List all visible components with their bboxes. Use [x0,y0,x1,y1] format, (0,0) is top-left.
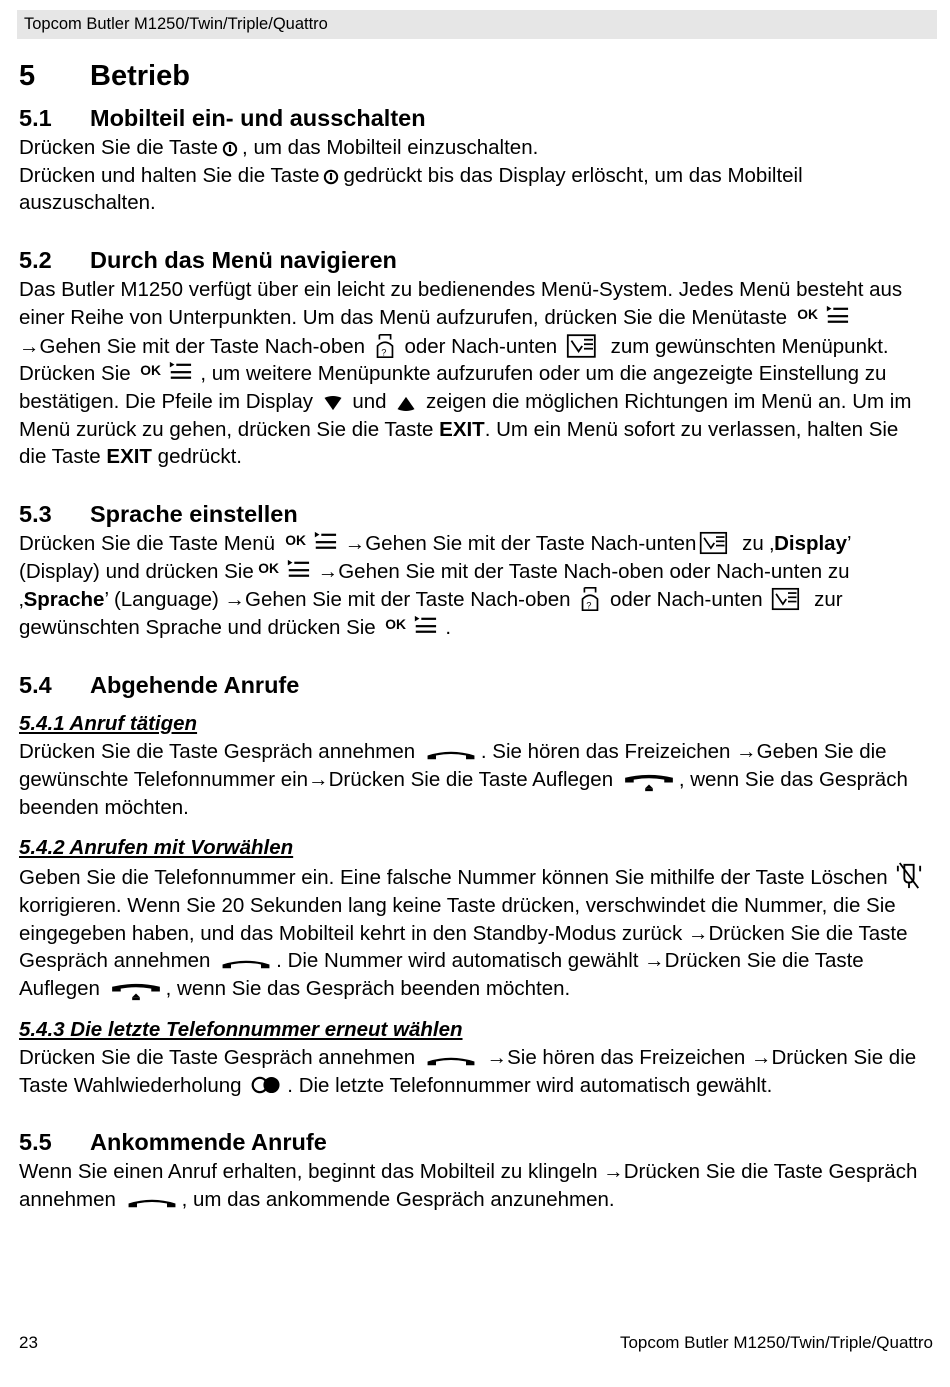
section-title: Ankommende Anrufe [90,1129,327,1156]
sprache-menu-label: Sprache [23,588,105,612]
down-key-icon [566,333,602,359]
ok-menu-key-icon [384,614,442,638]
talk-key-icon [424,747,478,762]
subsection-5-4-2-heading: 5.4.2 Anrufen mit Vorwählen [19,836,294,860]
text-span: gedrückt. [157,445,242,469]
ok-menu-key-icon [257,558,315,582]
ok-menu-key-icon [139,360,197,384]
chapter-number: 5 [19,60,36,92]
text-span: zur gewünschten Sprache und drücken Sie [19,588,843,640]
ok-menu-key-icon [796,304,854,328]
text-span: zu ‚ [742,532,775,556]
subsection-5-4-1-heading: 5.4.1 Anruf tätigen [19,711,198,735]
section-5-5-text [19,1158,931,1213]
section-number: 5.1 [19,105,52,131]
text-span: Drücken Sie die Taste Menü [19,532,276,556]
exit-key-label: EXIT [439,417,485,441]
text-span: Drücken und halten Sie die Taste [19,163,320,187]
display-menu-label: Display [774,532,847,556]
talk-key-icon [424,1053,478,1068]
section-5-5-heading [19,1125,931,1158]
text-span: Drücken Sie die Taste [19,136,219,159]
subsection-5-4-3-heading: 5.4.3 Die letzte Telefonnummer erneut wählen [19,1018,463,1042]
header-title: Topcom Butler M1250/Twin/Triple/Quattro [24,15,328,33]
down-key-icon [699,530,733,556]
section-number: 5.5 [19,1129,52,1156]
text-span: →Sie hören das Freizeichen →Drücken Sie die Taste Wahlwiederholung [19,1046,917,1097]
power-key-icon [322,168,340,186]
footer-title: Topcom Butler M1250/Twin/Triple/Quattro [619,1333,933,1352]
subsection-5-4-2-text [19,862,931,1003]
running-header [17,10,937,39]
chapter-title: Betrieb [90,60,190,92]
text-span: , um das ankommende Gespräch anzunehmen. [181,1188,615,1212]
section-5-2-heading [19,243,931,276]
power-key-icon [221,140,239,158]
subsection-5-4-1-text [19,738,931,821]
text-span: , um weitere Menüpunkte aufzurufen oder um die angezeigte Einstellung zu bestätigen. Die Pfeile im Display [19,362,887,413]
subsection-5-4-3-text [19,1044,931,1099]
text-span: →Gehen Sie mit der Taste Nach-oben oder Nach-unten zu ‚ [19,559,850,612]
text-span: gedrückt bis das Display erlöscht, um das Mobilteil auszuschalten. [19,163,803,215]
delete-key-icon [896,862,922,890]
text-span: Das Butler M1250 verfügt über ein leicht zu bedienendes Menü-System. Jedes Menü besteht aus einer Reihe von Unterpunkten. Um das Menü aufzurufen, drücken Sie die Menütaste [19,278,903,329]
section-5-4-heading [19,668,931,701]
chapter-heading [19,54,931,101]
section-5-2-text [19,276,931,471]
page-number: 23 [19,1333,38,1352]
section-number: 5.4 [19,671,52,698]
hangup-key-icon [109,982,163,1003]
text-span: Geben Sie die Telefonnummer ein. Eine falsche Nummer können Sie mithilfe der Taste Löschen [19,866,888,890]
text-span: oder Nach-unten [609,588,763,612]
text-span: . Sie hören das Freizeichen →Geben Sie die gewünschte Telefonnummer ein→Drücken Sie die Taste Auflegen [19,739,887,791]
text-span: und [352,389,387,413]
up-key-icon [374,332,396,360]
text-span: Drücken Sie die Taste Gespräch annehmen [19,1046,416,1070]
text-span: Drücken Sie die Taste Gespräch annehmen [19,739,416,763]
text-span: , um das Mobilteil einzuschalten. [242,136,539,159]
text-span: oder Nach-unten [404,334,558,358]
text-span: ’ (Display) und drücken Sie [19,532,851,583]
text-span: Wenn Sie einen Anruf erhalten, beginnt das Mobilteil zu klingeln →Drücken Sie die Taste Gespräch annehmen [19,1160,918,1212]
hangup-key-icon [622,773,676,794]
section-title: Abgehende Anrufe [90,671,300,698]
text-span: . Die letzte Telefonnummer wird automatisch gewählt. [287,1073,773,1097]
section-5-1-heading [19,101,931,134]
down-key-icon [771,586,805,612]
text-span: →Gehen Sie mit der Taste Nach-unten [344,532,697,556]
text-span: . [445,616,452,640]
redial-key-icon [250,1074,284,1096]
text-span: . Die Nummer wird automatisch gewählt →Drücken Sie die Taste Auflegen [19,949,864,1001]
talk-key-icon [219,956,273,971]
text-span: . Um ein Menü sofort zu verlassen, halten Sie die Taste [19,417,899,469]
section-5-3-text [19,530,931,642]
section-number: 5.3 [19,501,52,528]
page-content [19,54,931,1214]
text-span: , wenn Sie das Gespräch beenden möchten. [19,767,908,819]
arrow-up-icon [395,395,417,412]
ok-menu-key-icon [284,530,342,554]
section-number: 5.2 [19,247,52,274]
section-5-3-heading [19,497,931,530]
text-span: zum gewünschten Menüpunkt. Drücken Sie [19,334,889,386]
section-5-1-text [19,134,931,217]
up-key-icon [579,585,601,613]
talk-key-icon [125,1195,179,1210]
text-span: →Gehen Sie mit der Taste Nach-oben [19,334,366,358]
text-span: korrigieren. Wenn Sie 20 Sekunden lang keine Taste drücken, verschwindet die Nummer, die Sie eingegeben haben, und das Mobilteil kehrt in den Standby-Modus zurück →Drücken Sie die Taste Gespräch annehmen [19,893,908,973]
text-span: , wenn Sie das Gespräch beenden möchten. [165,977,571,1001]
exit-key-label: EXIT [106,445,152,469]
text-span: ’ (Language) →Gehen Sie mit der Taste Nach-oben [104,588,571,612]
section-title: Mobilteil ein- und ausschalten [90,105,426,131]
arrow-down-icon [322,395,344,412]
section-title: Sprache einstellen [90,501,298,528]
section-title: Durch das Menü navigieren [90,247,397,274]
text-span: zeigen die möglichen Richtungen im Menü an. Um im Menü zurück zu gehen, drücken Sie die Taste [19,389,912,441]
